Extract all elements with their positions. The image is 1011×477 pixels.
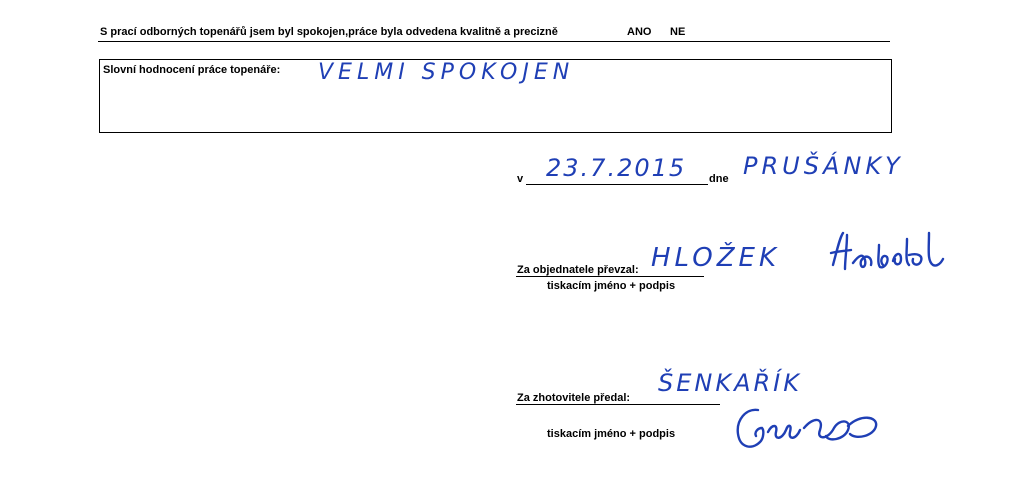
contractor-signature bbox=[728, 400, 893, 455]
contractor-caption: tiskacím jméno + podpis bbox=[547, 428, 676, 440]
customer-signature bbox=[825, 225, 950, 280]
evaluation-label: Slovní hodnocení práce topenáře: bbox=[103, 64, 281, 76]
date-suffix: dne bbox=[709, 173, 729, 185]
date-underline bbox=[526, 184, 708, 185]
contractor-underline bbox=[516, 404, 720, 405]
place-prefix: v bbox=[517, 173, 524, 185]
customer-underline bbox=[516, 276, 704, 277]
customer-caption: tiskacím jméno + podpis bbox=[547, 280, 676, 292]
answer-yes[interactable]: ANO bbox=[627, 26, 652, 38]
place-handwritten[interactable]: PRUŠÁNKY bbox=[743, 152, 904, 180]
satisfaction-statement: S prací odborných topenářů jsem byl spokojen,práce byla odvedena kvalitně a precizně bbox=[100, 26, 558, 38]
customer-printed-name[interactable]: HLOŽEK bbox=[651, 243, 780, 273]
contractor-label: Za zhotovitele předal: bbox=[517, 392, 631, 404]
customer-label: Za objednatele převzal: bbox=[517, 264, 639, 276]
answer-no[interactable]: NE bbox=[670, 26, 686, 38]
date-handwritten[interactable]: 23.7.2015 bbox=[546, 154, 687, 182]
statement-underline bbox=[98, 41, 890, 42]
evaluation-handwritten: VELMI SPOKOJEN bbox=[318, 60, 575, 85]
contractor-printed-name[interactable]: ŠENKAŘÍK bbox=[658, 369, 802, 397]
